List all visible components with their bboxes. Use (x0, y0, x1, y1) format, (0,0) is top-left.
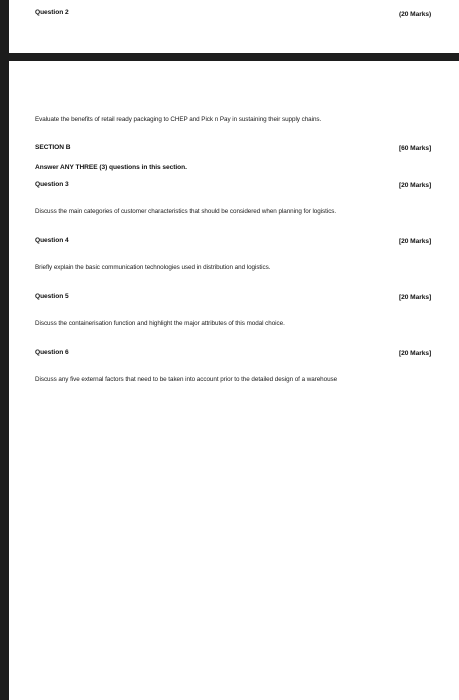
question-5-text: Discuss the containerisation function and highlight the major attributes of this modal choice. (35, 320, 285, 327)
question-3-text: Discuss the main categories of customer characteristics that should be considered when planning for logistics. (35, 208, 337, 215)
question-4-marks: [20 Marks] (399, 238, 432, 245)
section-b-title: SECTION B (35, 144, 71, 151)
question-2-marks: (20 Marks) (399, 11, 432, 18)
question-5-title: Question 5 (35, 293, 69, 300)
question-5-marks: [20 Marks] (399, 294, 432, 301)
question-3-marks: [20 Marks] (399, 182, 432, 189)
section-divider-bar (9, 53, 459, 61)
section-b-marks: [60 Marks] (399, 145, 432, 152)
question-2-text: Evaluate the benefits of retail ready packaging to CHEP and Pick n Pay in sustaining their supply chains. (35, 116, 322, 123)
question-3-title: Question 3 (35, 181, 69, 188)
question-4-text: Briefly explain the basic communication technologies used in distribution and logistics. (35, 264, 271, 271)
question-6-marks: [20 Marks] (399, 350, 432, 357)
section-b-instruction: Answer ANY THREE (3) questions in this section. (35, 164, 187, 171)
question-4-title: Question 4 (35, 237, 69, 244)
left-page-edge (0, 0, 9, 700)
question-2-title: Question 2 (35, 9, 69, 16)
question-6-title: Question 6 (35, 349, 69, 356)
question-6-text: Discuss any five external factors that need to be taken into account prior to the detailed design of a warehouse (35, 376, 338, 383)
